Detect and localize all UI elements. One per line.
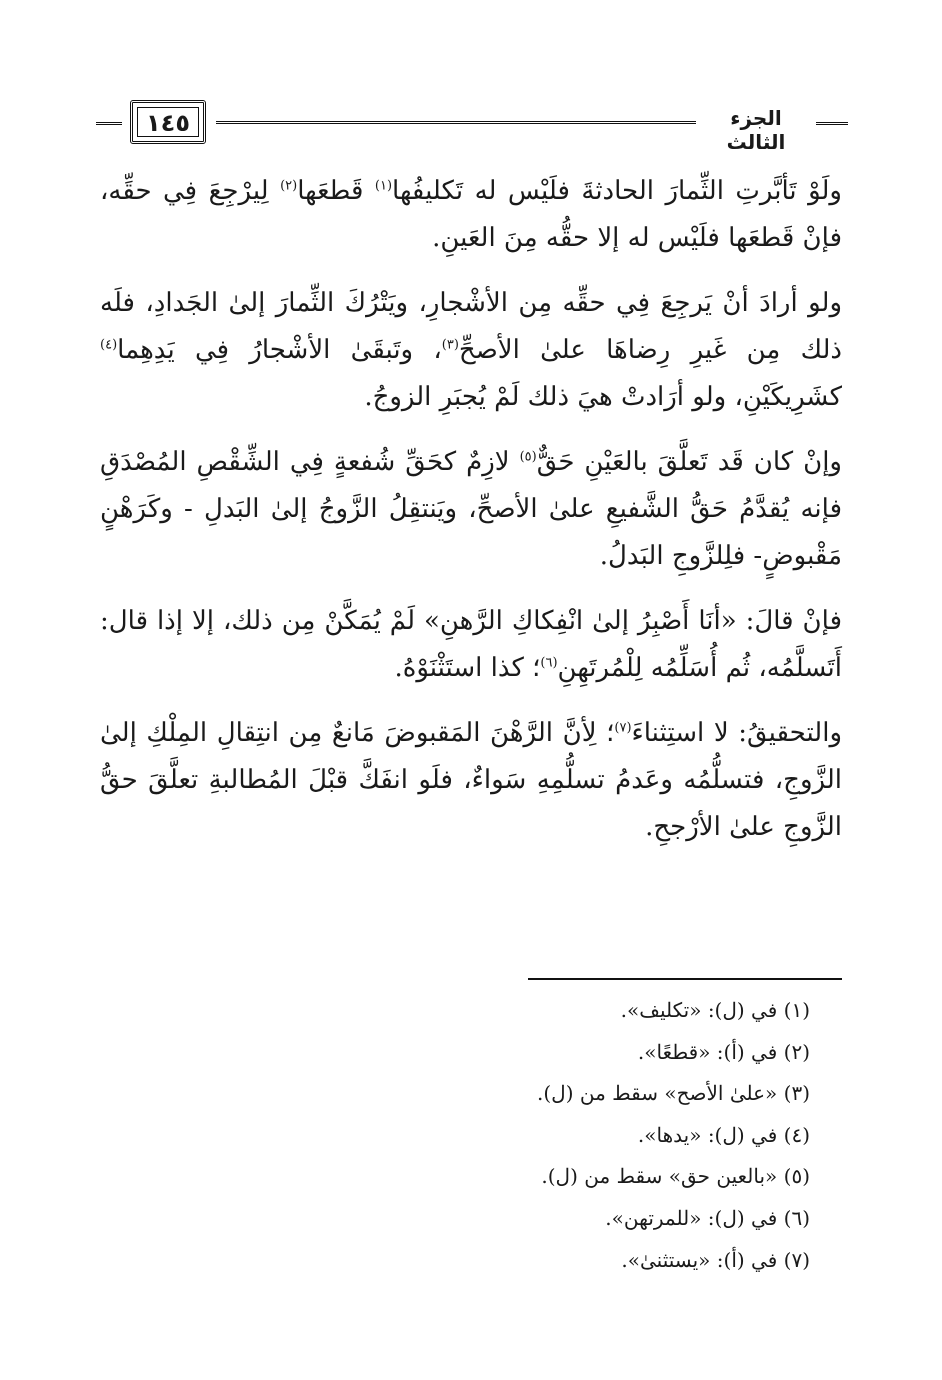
text-run: فإنْ قالَ: «أنَا أَصْبِرُ إلىٰ انْفِكاكِ الرَّهنِ» لَمْ يُمَكَّنْ مِن ذلك، إلا إذا قال: أَتَسلَّمُه، ثُم أُسَلِّمُه لِلْمُرتَهِنِ <box>100 606 842 683</box>
footnote-marker: (٤) <box>100 337 118 353</box>
paragraph <box>100 168 842 262</box>
text-run: ولَوْ تَأبَّرتِ الثِّمارَ الحادثةَ فلَيْس له تَكليفُها <box>392 176 842 206</box>
footnote-item: (٢) في (أ): «قطعًا». <box>637 1039 810 1064</box>
header-rule-left <box>96 122 122 125</box>
footnotes-list <box>200 990 810 1281</box>
header-rule-right <box>816 122 848 125</box>
paragraph <box>100 598 842 692</box>
text-run: قَطعَها <box>297 176 375 206</box>
text-run: لِيرْجِعَ فِي حقِّه، فإنْ قَطعَها فلَيْس له إلا حقُّه مِنَ العَينِ. <box>100 176 842 253</box>
text-run: كشَرِيكَيْنِ، ولو أرَادتْ هيَ ذلك لَمْ يُجبَرِ الزوجُ. <box>364 382 842 412</box>
text-run: ؛ لِأنَّ الرَّهْنَ المَقبوضَ مَانعٌ مِن انتِقالِ المِلْكِ إلىٰ الزَّوجِ، فتسلُّمُه وعَدمُ تسلُّمِهِ سَواءٌ، فلَو انفَكَّ قبْلَ المُطالبةِ تعلَّقَ حقُّ الزَّوجِ علىٰ الأرْجحِ. <box>100 718 842 842</box>
header-rule-middle <box>216 121 696 124</box>
text-run: والتحقيقُ: لا استِثناءَ <box>631 718 843 748</box>
footnote-marker: (١) <box>374 178 393 194</box>
footnote-item: (٧) في (أ): «يستثنىٰ». <box>621 1247 810 1272</box>
footnote-marker: (٧) <box>614 720 632 736</box>
footnote-marker: (٥) <box>519 449 537 465</box>
footnote-item: (٣) «علىٰ الأصح» سقط من (ل). <box>537 1081 810 1106</box>
paragraph <box>100 280 842 421</box>
page-header <box>96 96 848 156</box>
footnote-marker: (٣) <box>441 337 459 353</box>
page-number-box <box>130 100 206 144</box>
footnote-item: (٤) في (ل): «يدها». <box>637 1122 810 1147</box>
footnote-item: (٦) في (ل): «للمرتهن». <box>605 1205 810 1230</box>
text-run: لازِمٌ كحَقِّ شُفعةٍ فِي الشِّقْصِ المُصْدَقِ فإنه يُقدَّمُ حَقُّ الشَّفيعِ علىٰ الأصحِّ، ويَنتقِلُ الزَّوجُ إلىٰ البَدلِ - وكَرَهْنٍ مَقْبوضٍ- فلِلزَّوجِ البَدلُ. <box>100 447 842 571</box>
footnote-item: (١) في (ل): «تكليف». <box>620 998 810 1022</box>
paragraph <box>100 710 842 851</box>
footnote-marker: (٢) <box>280 178 298 194</box>
running-title: الجزء الثالث <box>726 106 786 154</box>
text-run: ولو أرادَ أنْ يَرجِعَ فِي حقِّه مِن الأشْجارِ، ويَتْرُكَ الثِّمارَ إلىٰ الجَدادِ، فلَه ذلك مِن غَيرِ رِضاهَا علىٰ الأصحِّ <box>100 288 842 365</box>
paragraph <box>100 439 842 580</box>
main-text <box>100 168 842 869</box>
page-number: ١٤٥ <box>146 109 190 137</box>
text-run: ؛ كذا استَثْنَوْهُ. <box>394 653 541 683</box>
footnote-separator <box>528 978 842 980</box>
text-run: ، وتَبقَىٰ الأشْجارُ فِي يَدِهِما <box>117 335 442 365</box>
text-run: وإنْ كان قَد تَعلَّقَ بالعَيْنِ حَقٌّ <box>536 447 842 477</box>
footnote-marker: (٦) <box>540 655 558 671</box>
footnote-item: (٥) «بالعين حق» سقط من (ل). <box>541 1164 810 1189</box>
